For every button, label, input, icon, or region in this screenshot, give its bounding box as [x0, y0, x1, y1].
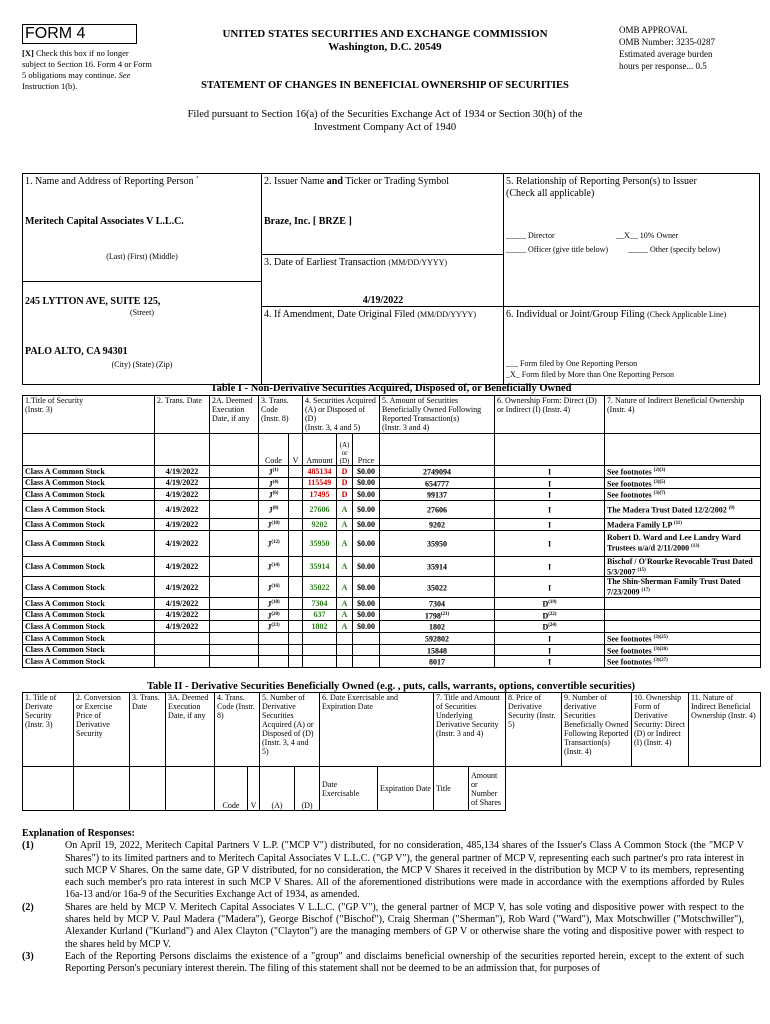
row-date — [155, 656, 210, 668]
row-code: $J^{(18)}$ — [259, 597, 289, 609]
row-form: $D^{(19)}$ — [495, 597, 605, 609]
t2-h7: 7. Title and Amount of Securities Underlying Derivative Security (Instr. 3 and 4) — [434, 693, 506, 767]
row-date: 4/19/2022 — [155, 477, 210, 489]
row-amount: 637 — [303, 609, 337, 621]
row-code — [259, 632, 289, 644]
row-aord: A — [337, 518, 353, 530]
row-amount — [303, 656, 337, 668]
row-nature: The Madera Trust Dated 12/2/2002 $^{(9)}$ — [605, 500, 761, 518]
t1-h7: 7. Nature of Indirect Beneficial Ownership (Instr. 4) — [605, 396, 761, 434]
row-price: $0.00 — [353, 518, 380, 530]
row-title: Class A Common Stock — [23, 644, 155, 656]
box1-label: 1. Name and Address of Reporting Person * — [25, 176, 199, 187]
row-title: Class A Common Stock — [23, 656, 155, 668]
row-date — [155, 632, 210, 644]
row-date — [155, 644, 210, 656]
table1-row — [23, 500, 761, 518]
omb-box — [619, 24, 759, 72]
row-date: 4/19/2022 — [155, 556, 210, 577]
row-nature: See footnotes $^{(3)(26)}$ — [605, 644, 761, 656]
row-date: 4/19/2022 — [155, 621, 210, 633]
t2-d: (D) — [295, 767, 320, 811]
row-nature — [605, 609, 761, 621]
row-amount — [303, 644, 337, 656]
rel-other[interactable]: _____ Other (specify below) — [628, 245, 721, 254]
row-price: $0.00 — [353, 489, 380, 501]
rel-ten-pct-owner[interactable]: __X__ 10% Owner — [616, 231, 679, 240]
row-price: $0.00 — [353, 556, 380, 577]
explanation-num: (2) — [22, 901, 34, 913]
explanation — [22, 828, 744, 976]
row-price: $0.00 — [353, 609, 380, 621]
row-title: Class A Common Stock — [23, 500, 155, 518]
row-amount: 485134 — [303, 466, 337, 478]
explanation-num: (1) — [22, 840, 34, 852]
row-price — [353, 632, 380, 644]
row-form: I — [495, 644, 605, 656]
row-owned: 15848 — [380, 644, 495, 656]
row-date: 4/19/2022 — [155, 577, 210, 598]
t1-h1: 1.Title of Security (Instr. 3) — [23, 396, 155, 434]
row-date: 4/19/2022 — [155, 609, 210, 621]
row-owned: 9202 — [380, 518, 495, 530]
reporting-street: 245 LYTTON AVE, SUITE 125, — [25, 296, 161, 307]
row-code: $J^{(10)}$ — [259, 518, 289, 530]
row-aord: A — [337, 500, 353, 518]
row-code: $J^{(8)}$ — [259, 500, 289, 518]
filed-pursuant — [100, 108, 670, 134]
row-title: Class A Common Stock — [23, 530, 155, 556]
omb-line-4: hours per response... 0.5 — [619, 61, 707, 71]
row-code: $J^{(16)}$ — [259, 577, 289, 598]
check-box[interactable]: [X] — [22, 48, 34, 58]
table1-row — [23, 597, 761, 609]
rel-director[interactable]: _____ Director — [506, 231, 555, 240]
box4-label: 4. If Amendment, Date Original Filed (MM/DD/YYYY) — [264, 309, 476, 320]
t2-title: Title — [434, 767, 469, 811]
explanation-item — [22, 902, 744, 951]
row-owned: 99137 — [380, 489, 495, 501]
table1-title: Table I - Non-Derivative Securities Acquired, Disposed of, or Beneficially Owned — [210, 383, 572, 394]
row-form: I — [495, 518, 605, 530]
name-caption: (Last) (First) (Middle) — [106, 252, 178, 261]
form-title: FORM 4 — [22, 24, 137, 44]
filed-line-1: Filed pursuant to Section 16(a) of the Securities Exchange Act of 1934 or Section 30(h) of the — [187, 109, 583, 120]
row-nature: Bischof / O'Rourke Revocable Trust Dated 5/3/2007 $^{(15)}$ — [605, 556, 761, 577]
t2-h9: 9. Number of derivative Securities Beneficially Owned Following Reported Transaction(s) (Instr. 4) — [562, 693, 632, 767]
row-price: $0.00 — [353, 621, 380, 633]
check-note-instr: Instruction 1(b). — [22, 81, 78, 91]
row-owned: 2749094 — [380, 466, 495, 478]
t2-h2: 2. Conversion or Exercise Price of Derivative Security — [74, 693, 130, 767]
omb-line-2: OMB Number: 3235-0287 — [619, 37, 715, 47]
row-code: $J^{(4)}$ — [259, 477, 289, 489]
t1-code-header: Code — [259, 434, 289, 466]
row-aord: A — [337, 609, 353, 621]
table1-row — [23, 530, 761, 556]
explanation-item — [22, 951, 744, 976]
city-caption: (City) (State) (Zip) — [111, 360, 173, 369]
t2-date-ex: Date Exercisable — [320, 767, 378, 811]
row-form: I — [495, 632, 605, 644]
explanation-text: Shares are held by MCP V. Meritech Capital Associates V L.L.C. ("GP V"), the general partner of MCP V, has sole voting and dispositive power with respect to the shares held by MCP V. Paul Madera ("Madera"), George Bischof ("Bischof"), Craig Sherman ("Sherman"), Rob Ward ("Ward"), Max Motschwiller ("Motschwiller"), Alexander Kurland ("Kurland") and Alex Clayton ("Clayton") are the managing members of GP V or otherwise share the voting and dispositive power with respect to the shares held by MCP V. — [65, 901, 744, 950]
table2 — [22, 692, 761, 811]
omb-line-1: OMB APPROVAL — [619, 25, 688, 35]
agency-header — [180, 28, 590, 54]
row-price — [353, 656, 380, 668]
row-code — [259, 644, 289, 656]
explanation-text: Each of the Reporting Persons disclaims the existence of a "group" and disclaims beneficial ownership of the securities reported herein, except to the extent of such Reporting Person's pecuniary interest therein. The filing of this statement shall not be deemed to be an admission that, for purposes of — [65, 950, 744, 975]
omb-line-3: Estimated average burden — [619, 49, 713, 59]
row-aord: A — [337, 530, 353, 556]
row-price — [353, 644, 380, 656]
reporting-name: Meritech Capital Associates V L.L.C. — [25, 216, 184, 227]
t2-h1: 1. Title of Derivate Security (Instr. 3) — [23, 693, 74, 767]
table1-row — [23, 644, 761, 656]
table1 — [22, 395, 761, 668]
row-date: 4/19/2022 — [155, 518, 210, 530]
t1-h3: 3. Trans. Code (Instr. 8) — [259, 396, 303, 434]
box6-label: 6. Individual or Joint/Group Filing (Check Applicable Line) — [506, 309, 727, 320]
rel-officer[interactable]: _____ Officer (give title below) — [506, 245, 609, 254]
row-price: $0.00 — [353, 466, 380, 478]
table1-row — [23, 556, 761, 577]
row-owned: 27606 — [380, 500, 495, 518]
row-form: I — [495, 556, 605, 577]
reporting-city: PALO ALTO, CA 94301 — [25, 346, 128, 357]
row-owned: 654777 — [380, 477, 495, 489]
box-4 — [262, 307, 504, 385]
table1-row — [23, 466, 761, 478]
row-owned: 7304 — [380, 597, 495, 609]
row-price: $0.00 — [353, 577, 380, 598]
row-form: $D^{(24)}$ — [495, 621, 605, 633]
row-aord: D — [337, 466, 353, 478]
t2-h3a: 3A. Deemed Execution Date, if any — [166, 693, 215, 767]
explanation-heading: Explanation of Responses: — [22, 828, 135, 839]
box-1 — [22, 173, 262, 385]
row-nature: See footnotes $^{(3)(5)}$ — [605, 477, 761, 489]
t2-h3: 3. Trans. Date — [130, 693, 166, 767]
filing-one[interactable]: ___ Form filed by One Reporting Person — [506, 359, 638, 368]
table1-row — [23, 577, 761, 598]
table1-row — [23, 489, 761, 501]
t2-amt: Amount or Number of Shares — [469, 767, 506, 811]
box2-label: 2. Issuer Name and Ticker or Trading Symbol — [264, 176, 450, 187]
table2-title: Table II - Derivative Securities Beneficially Owned (e.g. , puts, calls, warrants, options, convertible securities) — [146, 681, 636, 692]
t1-h6: 6. Ownership Form: Direct (D) or Indirect (I) (Instr. 4) — [495, 396, 605, 434]
row-aord: A — [337, 621, 353, 633]
t1-h4: 4. Securities Acquired (A) or Disposed of (D) (Instr. 3, 4 and 5) — [303, 396, 380, 434]
statement-title: STATEMENT OF CHANGES IN BENEFICIAL OWNERSHIP OF SECURITIES — [201, 80, 569, 91]
t1-price-header: Price — [353, 434, 380, 466]
row-code: $J^{(1)}$ — [259, 466, 289, 478]
row-owned: 592802 — [380, 632, 495, 644]
row-code: $J^{(6)}$ — [259, 489, 289, 501]
row-date: 4/19/2022 — [155, 500, 210, 518]
row-form: I — [495, 530, 605, 556]
t2-h8: 8. Price of Derivative Security (Instr. 5) — [506, 693, 562, 767]
row-nature — [605, 597, 761, 609]
t2-h4: 4. Trans. Code (Instr. 8) — [215, 693, 260, 767]
table1-row — [23, 477, 761, 489]
row-code — [259, 656, 289, 668]
row-amount: 17495 — [303, 489, 337, 501]
box-3 — [262, 255, 504, 307]
row-amount: 7304 — [303, 597, 337, 609]
t2-v: V — [248, 767, 260, 811]
row-amount: 35914 — [303, 556, 337, 577]
row-price: $0.00 — [353, 477, 380, 489]
row-date: 4/19/2022 — [155, 597, 210, 609]
row-nature: See footnotes $^{(3)(27)}$ — [605, 656, 761, 668]
table1-row — [23, 518, 761, 530]
agency-name: UNITED STATES SECURITIES AND EXCHANGE COMMISSION — [222, 28, 548, 40]
box-6 — [504, 307, 760, 385]
row-title: Class A Common Stock — [23, 489, 155, 501]
row-title: Class A Common Stock — [23, 597, 155, 609]
t2-exp: Expiration Date — [378, 767, 434, 811]
row-owned: 35914 — [380, 556, 495, 577]
filing-more[interactable]: _X_ Form filed by More than One Reporting Person — [506, 370, 674, 379]
row-title: Class A Common Stock — [23, 518, 155, 530]
row-owned: 1798$^{(21)}$ — [380, 609, 495, 621]
row-price: $0.00 — [353, 500, 380, 518]
row-form: I — [495, 466, 605, 478]
row-form: I — [495, 489, 605, 501]
table1-row — [23, 621, 761, 633]
box-2 — [262, 173, 504, 255]
check-note-text: Check this box if no longer subject to Section 16. Form 4 or Form 5 obligations may continue. — [22, 48, 152, 80]
row-title: Class A Common Stock — [23, 466, 155, 478]
row-owned: 8017 — [380, 656, 495, 668]
check-note-see: See — [118, 70, 131, 80]
box3-label: 3. Date of Earliest Transaction (MM/DD/YYYY) — [264, 257, 448, 268]
explanation-text: On April 19, 2022, Meritech Capital Partners V L.P. ("MCP V") distributed, for no consideration, 485,134 shares of the Issuer's Class A Common Stock (the "MCP V Shares") to its limited partners and to Meritech Capital Associates V L.L.C. ("GP V"), the general partner of MCP V, representing each such partner's pro rata interest in such MCP V Shares. On the same date, GP V distributed, for no consideration, the MCP V Shares it received in the distribution by MCP V to its members, representing each such member's pro rata interest in such MCP V Shares. All of the aforementioned distributions were made in accordance with the exemptions afforded by Rules 16a-13 and/or 16a-9 of the Securities Exchange Act of 1934, as amended. — [65, 840, 744, 901]
row-amount: 35950 — [303, 530, 337, 556]
t1-h2a: 2A. Deemed Execution Date, if any — [210, 396, 259, 434]
t1-aord-header: (A) or (D) — [337, 434, 353, 466]
row-nature: The Shin-Sherman Family Trust Dated 7/23/2009 $^{(17)}$ — [605, 577, 761, 598]
filed-line-2: Investment Company Act of 1940 — [313, 122, 457, 133]
row-title: Class A Common Stock — [23, 556, 155, 577]
table1-row — [23, 609, 761, 621]
table1-row — [23, 656, 761, 668]
row-title: Class A Common Stock — [23, 577, 155, 598]
earliest-date: 4/19/2022 — [362, 295, 404, 306]
row-amount: 115549 — [303, 477, 337, 489]
row-title: Class A Common Stock — [23, 632, 155, 644]
t1-v-header: V — [289, 434, 303, 466]
row-form: I — [495, 656, 605, 668]
row-title: Class A Common Stock — [23, 477, 155, 489]
explanation-item — [22, 840, 744, 901]
row-title: Class A Common Stock — [23, 621, 155, 633]
box5-label: 5. Relationship of Reporting Person(s) to Issuer (Check all applicable) — [506, 176, 697, 199]
row-aord: D — [337, 477, 353, 489]
row-nature: See footnotes $^{(2)(3)}$ — [605, 466, 761, 478]
row-owned: 35022 — [380, 577, 495, 598]
row-nature: Madera Family LP $^{(11)}$ — [605, 518, 761, 530]
explanation-num: (3) — [22, 950, 34, 962]
row-aord: A — [337, 556, 353, 577]
row-amount: 1802 — [303, 621, 337, 633]
agency-city: Washington, D.C. 20549 — [328, 41, 442, 53]
row-amount: 35022 — [303, 577, 337, 598]
row-form: $D^{(22)}$ — [495, 609, 605, 621]
row-aord — [337, 644, 353, 656]
row-date: 4/19/2022 — [155, 489, 210, 501]
box-5 — [504, 173, 760, 307]
row-aord: A — [337, 597, 353, 609]
t2-h11: 11. Nature of Indirect Beneficial Ownership (Instr. 4) — [689, 693, 761, 767]
row-aord — [337, 656, 353, 668]
row-code: $J^{(12)}$ — [259, 530, 289, 556]
issuer-name: Braze, Inc. [ BRZE ] — [264, 216, 352, 227]
row-owned: 1802 — [380, 621, 495, 633]
check-note — [22, 48, 152, 92]
row-aord: A — [337, 577, 353, 598]
row-amount: 27606 — [303, 500, 337, 518]
row-code: $J^{(20)}$ — [259, 609, 289, 621]
t2-h6: 6. Date Exercisable and Expiration Date — [320, 693, 434, 767]
t2-h5: 5. Number of Derivative Securities Acquired (A) or Disposed of (D) (Instr. 3, 4 and 5) — [260, 693, 320, 767]
t1-amount-header: Amount — [303, 434, 337, 466]
row-amount: 9202 — [303, 518, 337, 530]
row-title: Class A Common Stock — [23, 609, 155, 621]
t2-a: (A) — [260, 767, 295, 811]
row-nature: See footnotes $^{(3)(25)}$ — [605, 632, 761, 644]
row-nature — [605, 621, 761, 633]
row-owned: 35950 — [380, 530, 495, 556]
t1-h2: 2. Trans. Date — [155, 396, 210, 434]
row-form: I — [495, 477, 605, 489]
street-caption: (Street) — [130, 308, 154, 317]
row-date: 4/19/2022 — [155, 530, 210, 556]
row-aord: D — [337, 489, 353, 501]
row-form: I — [495, 500, 605, 518]
t1-h5: 5. Amount of Securities Beneficially Owned Following Reported Transaction(s) (Instr. 3 and 4) — [380, 396, 495, 434]
row-form: I — [495, 577, 605, 598]
row-amount — [303, 632, 337, 644]
table1-row — [23, 632, 761, 644]
row-aord — [337, 632, 353, 644]
row-code: $J^{(14)}$ — [259, 556, 289, 577]
row-price: $0.00 — [353, 530, 380, 556]
t2-h10: 10. Ownership Form of Derivative Security: Direct (D) or Indirect (I) (Instr. 4) — [632, 693, 689, 767]
row-nature: Robert D. Ward and Lee Landry Ward Trustees u/a/d 2/11/2000 $^{(13)}$ — [605, 530, 761, 556]
row-price: $0.00 — [353, 597, 380, 609]
row-code: $J^{(23)}$ — [259, 621, 289, 633]
row-nature: See footnotes $^{(3)(7)}$ — [605, 489, 761, 501]
row-date: 4/19/2022 — [155, 466, 210, 478]
t2-code: Code — [215, 767, 248, 811]
